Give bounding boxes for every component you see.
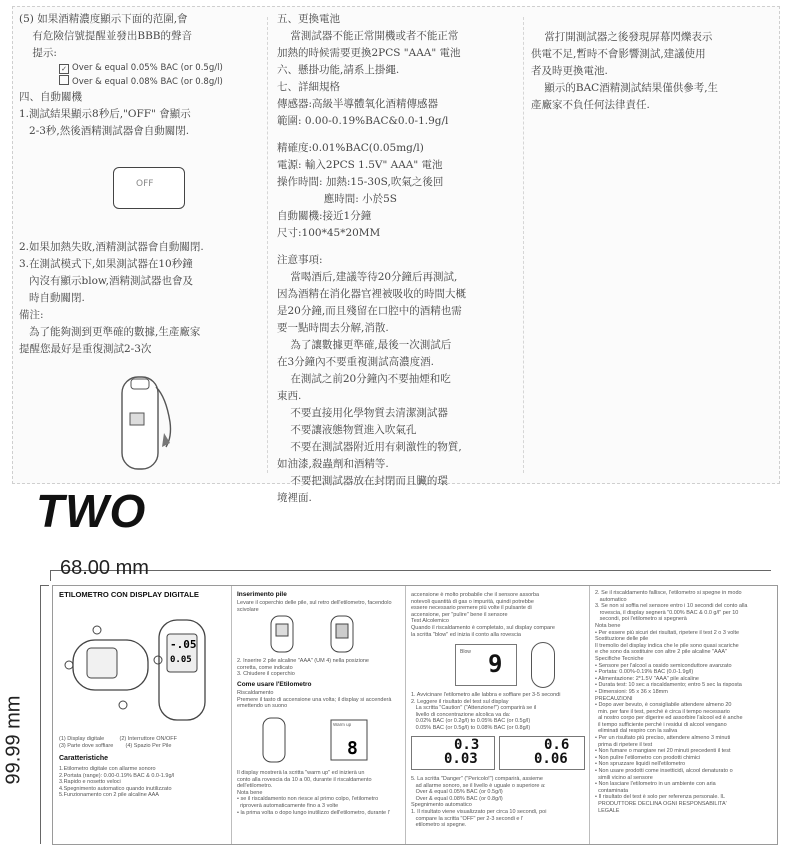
svg-text:0.05: 0.05 [170,655,192,665]
sheet-column-1 [19,11,263,140]
warmup-display-icon [261,714,381,766]
italian-manual [52,585,778,845]
specifications-text: 精確度:0.01%BAC(0.05mg/l) 電源: 輸入2PCS 1.5V" AAA" 電池 操作時間: 加熱:15-30S,吹氣之後回 應時間: 小於5S 自動關機:接近1分鐘 尺寸:100*45*20MM [277,142,444,239]
come-usare-text: Riscaldamento Premere il tasto di accensione una volta; il display si accenderà emettendo un suono [237,690,392,710]
battery-warning-disclaimer: 當打開測試器之後發現屏幕閃爍表示 供電不足,暫時不會影響測試,建議使用 者及時更換電池. 顯示的BAC酒精測試結果僅供參考,生 產廠家不負任何法律責任. [531,31,719,111]
height-dimension-bar [40,585,49,844]
check-over-005: ✓ Over & equal 0.05% BAC (or 0.5g/l) [59,62,263,75]
check-over-008: Over & equal 0.08% BAC (or 0.8g/l) [59,75,263,89]
danger-reading: 0.6 0.06 [499,736,585,770]
chinese-instruction-sheet [12,6,780,504]
auto-off-alarm-text: (5) 如果酒精濃度顯示下面的范圍,會 有危險信號提醒並發出BBB的聲音 提示: [19,13,193,59]
manual-panel-1 [53,586,232,844]
caution-reading: 0.3 0.03 [411,736,495,770]
notes-text: 2.如果加熱失敗,酒精測試器會自動關閉. 3.在測試模式下,如果測試器在10秒鐘 內沒有顯示blow,酒精測試器也會及 時自動關閉. 備注: 為了能夠測到更準確的數據,生產廠家 提醒您最好是重復測試2-3次 [19,241,204,355]
auto-shutdown-section: 四、自動關機 1.測試結果顯示8秒后,"OFF" 會顯示 2-3秒,然後酒精測試器會自動關閉. [19,91,191,137]
checkbox-checked-icon: ✓ [59,64,69,74]
manual-panel-4 [589,586,777,844]
diagram-legend: (1) Display digitale (2) Interruttore ON/OFF (3) Parte dove soffiare (4) Spazio Per Pile [59,736,177,749]
sheet-column-3 [531,29,775,114]
caratteristiche-title: Caratteristiche [59,755,109,762]
width-dimension-bar [50,570,771,581]
manual-title: ETILOMETRO CON DISPLAY DIGITALE [59,590,199,599]
manual-panel-2 [231,586,406,844]
battery-cover-icon [261,614,381,654]
svg-text:-.05: -.05 [170,638,197,651]
fold-line [267,17,268,473]
breathalyzer-diagram-icon [63,610,223,730]
caratteristiche-list: 1.Etilometro digitale con allarme sonoro 2.Portata (range): 0.00-0.19% BAC & 0.0-1.9g/l 3.Rapido e nosetto veloci 4.Spegnimento automatico quando inutilizzato 5.Funzionamento con 2 pile alcaline AAA [59,766,175,799]
battery-and-specs-section: 五、更換電池 當測試器不能正常開機或者不能正常 加熱的時候需要更換2PCS "AAA" 電池 六、懸掛功能,請系上掛繩. 七、詳細規格 傳感器:高級半導體氧化酒精傳感器 範圍: 0.00-0.19%BAC&0.0-1.9g/l [277,13,461,127]
test-steps: 1. Avvicinare l'etilometro alle labbra e soffiare per 3-5 secondi 2. Leggere il risultato del test sul display La scritta "Caution" ("Attenzione!") comparirà se il livello di concentrazione alcolica va da: 0.02% BAC (or 0.2g/l) to 0.05% BAC (or 0.5g/l) 0.05% BAC (or 0.5g/l) to 0.08% BAC (or 0.8g/l) [411,692,561,731]
come-usare-title: Come usare l'Etilometro [237,681,312,688]
inserimento-steps: 2. Inserire 2 pile alcaline "AAA" (UM 4) nella posizione corretta, come indicato 3. Chiudere il coperchio [237,658,369,678]
breathalyzer-icon [108,367,188,477]
display-note: Il display mostrerà la scritta "warm up" ed inizierà un conto alla rovescia da 10 a 00, durante il riscaldamento dell'etilometro. Nota bene • se il riscaldamento non riesce al primo colpo, l'etilometro riproverà automaticamente fino a 3 volte • la prima volta o dopo lungo inutilizzo dell'etilometro, durante l' [237,770,390,816]
test-alcolemico-text: accensione è molto probabile che il sensore assorba notevoli quantità di gas o impurità, quindi potrebbe essere necessario premere più volte il pulsante di accensione, per "pulire" bene il sensore Test Alcolemico Quando il riscaldamento è completato, sul display compare la scritta "blow" ed inizia il conto alla rovescia [411,592,555,638]
manual-panel-3 [405,586,590,844]
checkbox-empty-icon [59,75,69,85]
sheet-column-2 [277,11,519,507]
warmup-label: Warm up [333,722,352,727]
svg-text:8: 8 [347,738,358,759]
blow-display: Blow 9 [455,644,517,686]
fold-line [523,17,524,473]
inserimento-text: Levare il coperchio delle pile, sul retro dell'etilometro, facendolo scivolare [237,600,392,613]
lcd-off-display: OFF [113,167,185,209]
inserimento-title: Inserimento pile [237,591,287,598]
specs-and-precautions: 2. Se il riscaldamento fallisce, l'etilometro si spegne in modo automatico 3. Se non si soffia nel sensore entro i 10 secondi del conto alla rovescia, il display segnerà "0.00% BAC & 0.0 g/l" per 10 secondi, poi l'etilometro si spegnerà Nota bene • Per essere più sicuri dei risultati, ripetere il test 2 o 3 volte Sostituzione delle pile Il tremolio del display indica che le pile sono quasi scariche e che sono da sostituire con altre 2 pile alcaline "AAA" Specifiche Tecniche • Sensore per l'alcool a ossido semiconduttore avanzato • Portata: 0.00%-0.19% BAC (0.0-1.9g/l) • Alimentazione: 2*1.5V "AAA" pile alcaline • Durata test: 10 sec a riscaldamento; entro 5 sec la risposta • Dimensioni: 95 x 36 x 18mm PRECAUZIONI • Dopo aver bevuto, è consigliabile attendere almeno 20 min. per fare il test, perché è circa il tempo necessario al nostro corpo per digerire ed assorbire l'alcool ed è anche il tempo sufficiente perché i residui di alcool vengano eliminati dal respiro con la saliva • Per un risultato più preciso, attendere almeno 3 minuti prima di ripetere il test • Non fumare o mangiare nei 20 minuti precedenti il test • Non pulire l'etilometro con prodotti chimici • Non spruzzare liquidi nell'etilometro • Non usare prodotti come insetticidi, alcool denaturato o simili vicino al sensore • Non lasciare l'etilometro in un ambiente con aria contaminata • Il risultato del test è solo per referenza personale. IL PRODUTTORE DECLINA OGNI RESPONSABILITA' LEGALE [595,590,748,814]
section-heading: TWO [36,485,147,537]
sheet-column-1-notes [19,239,263,358]
height-dimension-label: 99.99 mm [2,695,25,785]
danger-and-autooff: 5. La scritta "Danger" ("Pericolo!") comparirà, assieme ad allarme sonoro, se il livello è uguale o superiore a: Over & equal 0.05% BAC (or 0.5g/l) Over & equal 0.08% BAC (or 0.8g/l) Spegnimento automatico 1. Il risultato viene visualizzato per circa 10 secondi, poi compare la scritta "OFF" per 2-3 secondi e l' etilometro si spegne. [411,776,547,829]
width-dimension-label: 68.00 mm [60,557,149,579]
cautions-text: 注意事項: 當喝酒后,建議等待20分鐘后再測試, 因為酒精在消化器官裡被吸收的時間大概 是20分鐘,而且殘留在口腔中的酒精也需 要一點時間去分解,消散. 為了讓數據更準確,最後一次測試后 在3分鐘內不要重複測試高濃度酒. 在測試之前20分鐘內不要抽煙和吃 東西. 不要直接用化學物質去清潔測試器 不要讓液態物質進入吹氣孔 不要在測試器附近用有刺激性的物質, 如油漆,殺蟲劑和酒精等. 不要把測試器放在封閉而且臟的環 境裡面. [277,254,466,504]
device-small-icon [531,642,555,688]
